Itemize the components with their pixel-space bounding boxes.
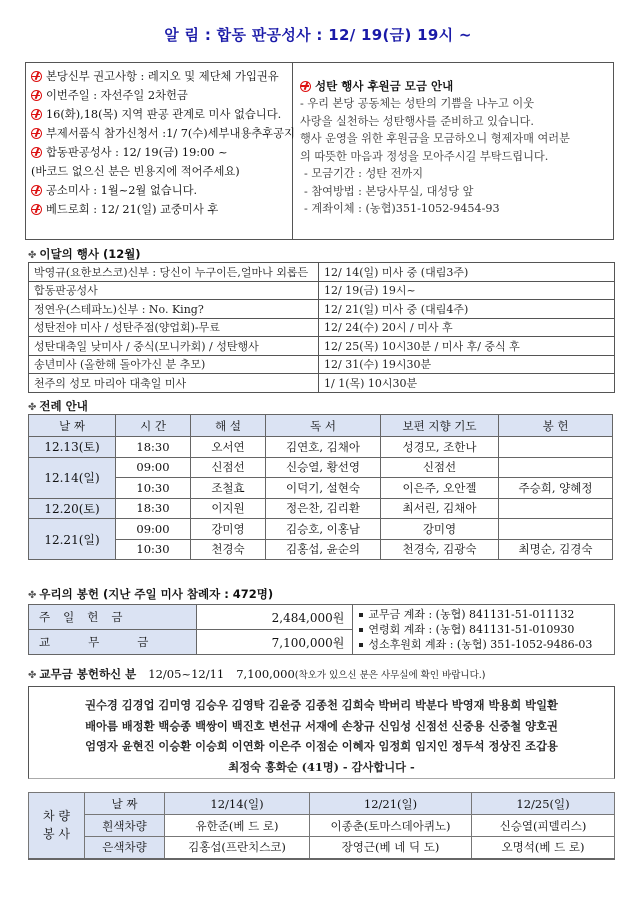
donors-box <box>28 686 615 779</box>
event-name: 박영규(요한보스코)신부 : 당신이 누구이든,얼마나 외롭든 <box>29 263 319 282</box>
liturgy-commentary: 신점선 <box>191 457 266 478</box>
red-cross-icon <box>31 204 42 215</box>
notice-item <box>31 86 292 105</box>
liturgy-time: 18:30 <box>116 437 191 458</box>
car-row-label: 흰색차량 <box>85 815 165 837</box>
notice-item <box>31 105 292 124</box>
liturgy-offering: 최명순, 김경숙 <box>499 539 613 560</box>
event-time: 12/ 25(목) 10시30분 / 미사 후/ 중식 후 <box>319 337 615 356</box>
table-row <box>29 263 615 282</box>
col-commentary: 해 설 <box>191 415 266 437</box>
bullet-icon <box>359 643 363 647</box>
clover-icon: ✤ <box>28 670 37 681</box>
body-line: - 우리 본당 공동체는 성탄의 기쁨을 나누고 이웃 <box>300 97 535 110</box>
table-row <box>29 355 615 374</box>
event-time: 1/ 1(목) 10시30분 <box>319 374 615 393</box>
car-service-table <box>28 792 615 860</box>
event-time: 12/ 31(수) 19시30분 <box>319 355 615 374</box>
bullet-icon <box>359 628 363 632</box>
notice-item <box>31 181 292 200</box>
red-cross-icon <box>31 185 42 196</box>
table-header-row <box>29 415 613 437</box>
red-cross-icon <box>31 109 42 120</box>
liturgy-reading: 김홍섭, 윤순의 <box>266 539 381 560</box>
liturgy-prayer: 신점선 <box>381 457 499 478</box>
car-date: 12/21(일) <box>310 793 472 815</box>
liturgy-table <box>28 414 613 560</box>
body-line: 행사 운영을 위한 후원금을 모금하오니 형제자매 여러분 <box>300 132 570 145</box>
notice-text: 본당신부 권고사항 : 레지오 및 제단체 가입권유 <box>46 70 279 83</box>
body-line: 사랑을 실천하는 성탄행사를 준비하고 있습니다. <box>300 114 534 128</box>
car-date-header: 날 짜 <box>85 793 165 815</box>
christmas-donation-notice <box>293 63 613 239</box>
clover-icon: ✤ <box>28 402 37 413</box>
liturgy-prayer: 최서린, 김채아 <box>381 498 499 519</box>
liturgy-prayer: 천경숙, 김광숙 <box>381 539 499 560</box>
table-row <box>29 318 615 337</box>
car-driver: 김홍섭(프란치스코) <box>165 837 310 859</box>
table-row <box>29 815 615 837</box>
events-heading-text: 이달의 행사 (12월) <box>39 247 141 261</box>
liturgy-offering <box>499 519 613 540</box>
liturgy-prayer: 이은주, 오안젤 <box>381 478 499 499</box>
notice-item <box>31 200 292 219</box>
donors-amount: 7,100,000 <box>236 667 295 681</box>
notice-item <box>31 162 292 181</box>
liturgy-heading <box>28 398 88 414</box>
donor-line: 권수경 김경업 김미영 김승우 김영탁 김윤중 김종천 김희숙 박버리 박분다 박영재 박용희 박일환 <box>85 698 558 712</box>
col-offering: 봉 헌 <box>499 415 613 437</box>
table-header-row <box>29 793 615 815</box>
donors-heading-label: 교무금 봉헌하신 분 <box>39 667 137 681</box>
table-row <box>29 605 615 630</box>
col-reading: 독 서 <box>266 415 381 437</box>
notice-box <box>25 62 614 240</box>
event-name: 천주의 성모 마리아 대축일 미사 <box>29 374 319 393</box>
event-name: 성탄전야 미사 / 성탄주점(양업회)-무료 <box>29 318 319 337</box>
donor-line: 배아름 배정환 백승종 백쌍이 백진호 변선규 서재에 손창규 신임성 신점선 신중용 신중철 양호권 <box>85 718 558 733</box>
clover-icon: ✤ <box>28 590 37 601</box>
offering-heading-text: 우리의 봉헌 (지난 주일 미사 참례자 : 472명) <box>39 587 274 601</box>
table-row <box>29 337 615 356</box>
liturgy-commentary: 이지원 <box>191 498 266 519</box>
table-row <box>29 478 613 499</box>
account-item <box>359 622 608 637</box>
donation-account: - 계좌이체 : (농협)351-1052-9454-93 <box>304 202 500 215</box>
account-text: 연령회 계좌 : (농협) 841131-51-010930 <box>368 623 575 636</box>
notice-list <box>26 63 293 239</box>
notice-item <box>31 67 292 86</box>
notice-item <box>31 143 292 162</box>
table-row <box>29 539 613 560</box>
donors-note: (착오가 있으신 분은 사무실에 확인 바랍니다.) <box>294 670 486 681</box>
offering-label: 주일헌금 <box>29 605 197 630</box>
event-name: 정연우(스테파노)신부 : No. King? <box>29 300 319 319</box>
account-text: 성소후원회 계좌 : (농협) 351-1052-9486-03 <box>368 638 593 651</box>
car-service-label-line: 봉 사 <box>43 827 70 842</box>
event-time: 12/ 19(금) 19시~ <box>319 281 615 300</box>
donor-line: 엄영자 윤현진 이승환 이승희 이연화 이은주 이점순 이혜자 임정희 임지인 정두석 정상진 조갑용 <box>85 739 558 753</box>
liturgy-reading: 김연호, 김채아 <box>266 437 381 458</box>
red-cross-icon <box>300 81 311 92</box>
account-item <box>359 637 608 652</box>
donation-title-text: 성탄 행사 후원금 모금 안내 <box>315 79 454 93</box>
car-service-label-line: 차 량 <box>43 809 70 824</box>
table-row <box>29 837 615 859</box>
liturgy-date: 12.20(토) <box>29 498 116 519</box>
liturgy-reading: 신승열, 황선영 <box>266 457 381 478</box>
table-row <box>29 498 613 519</box>
car-service-label <box>29 793 85 859</box>
offering-label: 교무금 <box>29 630 197 655</box>
col-prayer: 보편 지향 기도 <box>381 415 499 437</box>
table-row <box>29 300 615 319</box>
donation-period: - 모금기간 : 성탄 전까지 <box>304 167 424 180</box>
liturgy-commentary: 천경숙 <box>191 539 266 560</box>
table-row <box>29 457 613 478</box>
red-cross-icon <box>31 90 42 101</box>
offering-heading <box>28 586 273 602</box>
car-driver: 오명석(베 드 로) <box>472 837 615 859</box>
liturgy-time: 09:00 <box>116 519 191 540</box>
liturgy-time: 10:30 <box>116 478 191 499</box>
liturgy-offering <box>499 457 613 478</box>
table-row <box>29 281 615 300</box>
donation-method: - 참여방법 : 본당사무실, 대성당 앞 <box>304 184 474 198</box>
car-driver: 이종춘(토마스데아퀴노) <box>310 815 472 837</box>
account-list <box>353 605 615 655</box>
liturgy-time: 18:30 <box>116 498 191 519</box>
liturgy-heading-text: 전례 안내 <box>39 399 88 413</box>
liturgy-date: 12.13(토) <box>29 437 116 458</box>
event-name: 합동판공성사 <box>29 281 319 300</box>
table-row <box>29 437 613 458</box>
bullet-icon <box>359 613 363 617</box>
donation-notice-title <box>300 77 607 95</box>
liturgy-commentary: 조철효 <box>191 478 266 499</box>
notice-text: 부제서품식 참가신청서 :1/ 7(수)세부내용추후공지 <box>46 127 295 140</box>
red-cross-icon <box>31 147 42 158</box>
events-heading <box>28 246 141 262</box>
liturgy-reading: 김승호, 이홍남 <box>266 519 381 540</box>
liturgy-offering <box>499 498 613 519</box>
table-row <box>29 519 613 540</box>
liturgy-reading: 정은찬, 김리환 <box>266 498 381 519</box>
car-date: 12/14(일) <box>165 793 310 815</box>
page-title: 알 림 : 합동 판공성사 : 12/ 19(금) 19시 ~ <box>164 26 472 44</box>
liturgy-prayer: 강미영 <box>381 519 499 540</box>
liturgy-offering <box>499 437 613 458</box>
col-time: 시 간 <box>116 415 191 437</box>
event-name: 성탄대축일 낮미사 / 중식(모니카회) / 성탄행사 <box>29 337 319 356</box>
offering-table <box>28 604 615 655</box>
notice-text: 16(화),18(목) 지역 판공 관계로 미사 없습니다. <box>46 108 282 121</box>
liturgy-reading: 이덕기, 설현숙 <box>266 478 381 499</box>
notice-item <box>31 124 295 143</box>
offering-amount: 7,100,000원 <box>197 630 353 655</box>
liturgy-prayer: 성경모, 조한나 <box>381 437 499 458</box>
event-time: 12/ 21(일) 미사 중 (대림4주) <box>319 300 615 319</box>
account-item <box>359 607 608 622</box>
red-cross-icon <box>31 71 42 82</box>
event-time: 12/ 24(수) 20시 / 미사 후 <box>319 318 615 337</box>
liturgy-offering: 주승희, 양혜정 <box>499 478 613 499</box>
events-table <box>28 262 615 393</box>
notice-text: (바코드 없으신 분은 빈용지에 적어주세요) <box>31 165 240 178</box>
body-line: 의 따뜻한 마음과 정성을 모아주시길 부탁드립니다. <box>300 149 549 163</box>
donors-period: 12/05~12/11 <box>148 667 225 681</box>
notice-text: 이번주일 : 자선주일 2차헌금 <box>46 89 188 102</box>
offering-amount: 2,484,000원 <box>197 605 353 630</box>
account-text: 교무금 계좌 : (농협) 841131-51-011132 <box>368 608 575 621</box>
liturgy-commentary: 오서연 <box>191 437 266 458</box>
car-driver: 장영근(베 네 딕 도) <box>310 837 472 859</box>
liturgy-time: 10:30 <box>116 539 191 560</box>
col-date: 날 짜 <box>29 415 116 437</box>
event-time: 12/ 14(일) 미사 중 (대림3주) <box>319 263 615 282</box>
liturgy-time: 09:00 <box>116 457 191 478</box>
donor-line: 최정숙 홍화순 (41명) - 감사합니다 - <box>228 759 415 774</box>
clover-icon: ✤ <box>28 250 37 261</box>
car-driver: 신승열(피델리스) <box>472 815 615 837</box>
liturgy-date: 12.21(일) <box>29 519 116 560</box>
notice-text: 합동판공성사 : 12/ 19(금) 19:00 ~ <box>46 146 228 159</box>
liturgy-commentary: 강미영 <box>191 519 266 540</box>
event-name: 송년미사 (올한해 돌아가신 분 추모) <box>29 355 319 374</box>
notice-text: 베드로회 : 12/ 21(일) 교중미사 후 <box>46 203 219 216</box>
donation-notice-body <box>300 95 607 165</box>
car-driver: 유한준(베 드 로) <box>165 815 310 837</box>
donors-heading <box>28 666 485 682</box>
car-date: 12/25(일) <box>472 793 615 815</box>
notice-text: 공소미사 : 1월~2월 없습니다. <box>46 184 198 197</box>
table-row <box>29 374 615 393</box>
red-cross-icon <box>31 128 42 139</box>
liturgy-date: 12.14(일) <box>29 457 116 498</box>
car-row-label: 은색차량 <box>85 837 165 859</box>
